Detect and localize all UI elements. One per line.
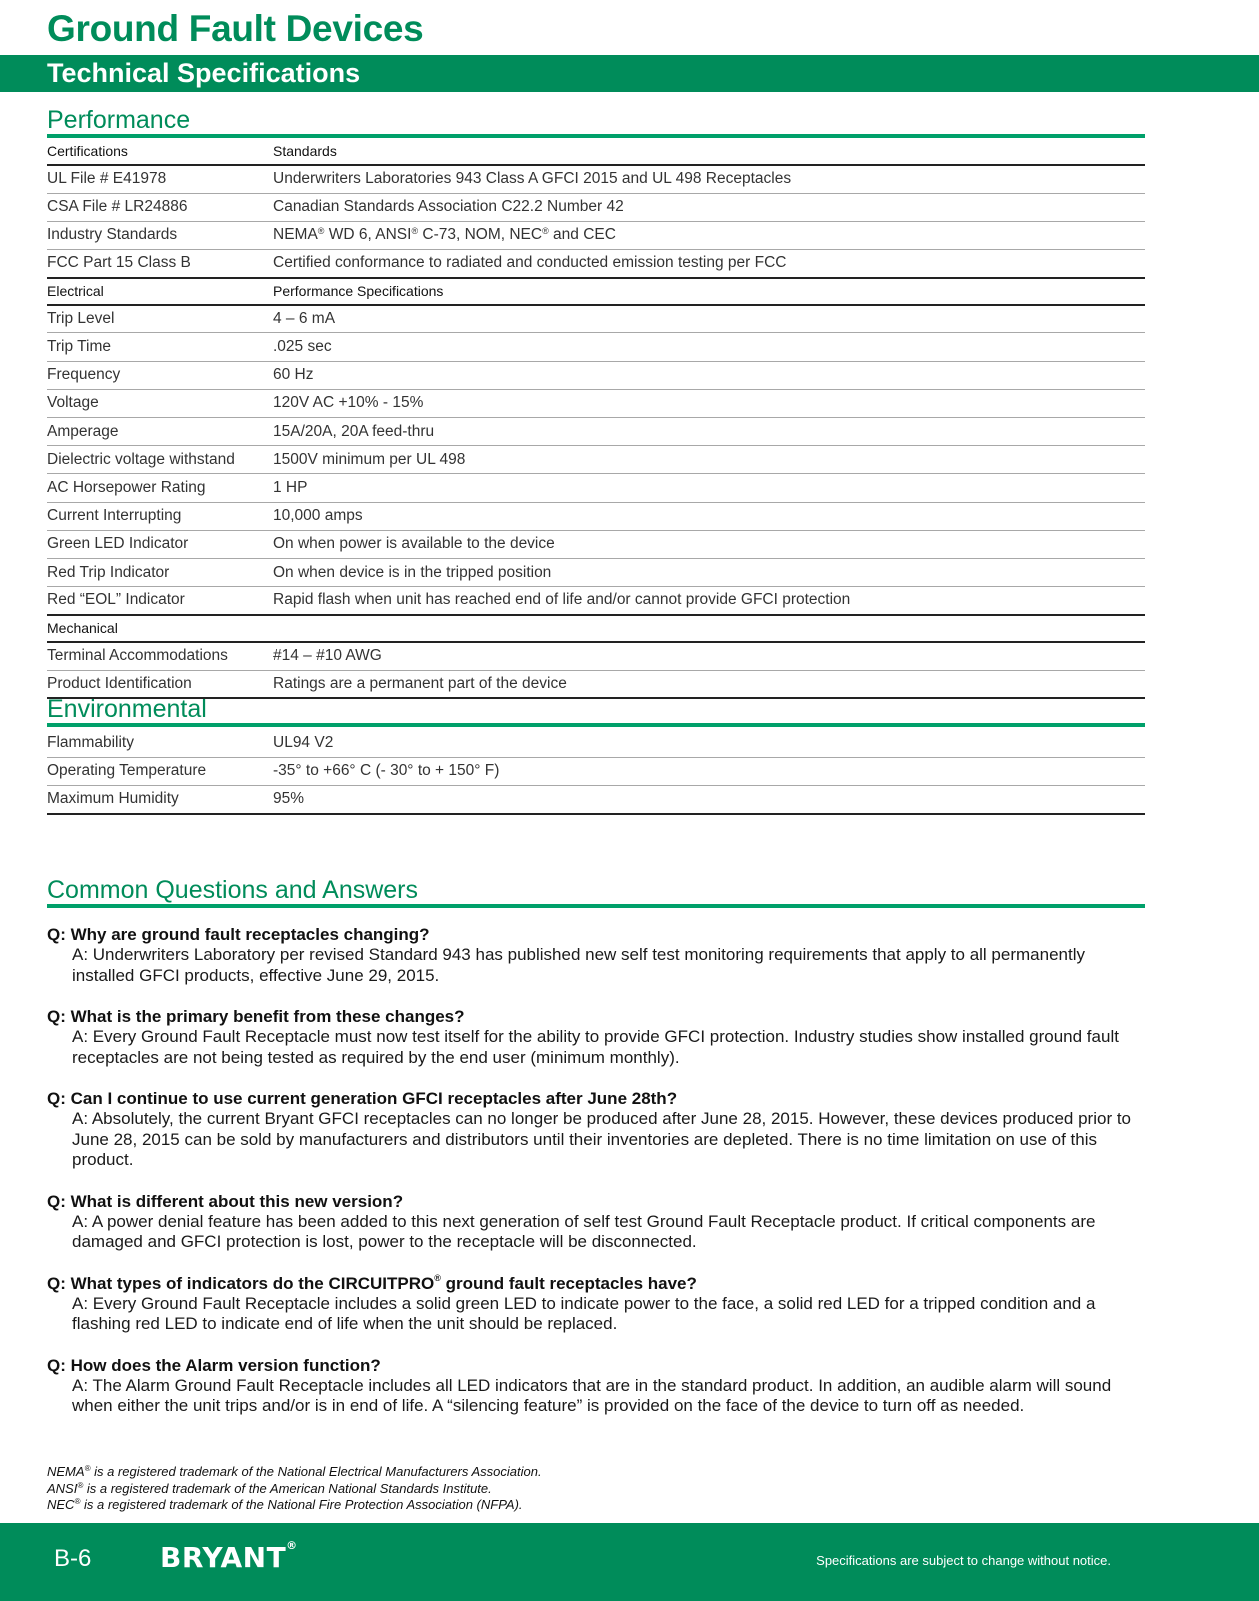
spec-value: Canadian Standards Association C22.2 Number 42 [273,193,1145,221]
environmental-heading-text: Environmental [47,695,207,723]
question: Q: How does the Alarm version function? [47,1355,381,1375]
spec-label: Operating Temperature [47,757,273,785]
qa-list [47,924,1147,1437]
table-row [47,389,1145,417]
spec-value: On when device is in the tripped position [273,558,1145,586]
table-row [47,670,1145,698]
spec-label: Dielectric voltage withstand [47,446,273,474]
trademark-note: NEC® is a registered trademark of the National Fire Protection Association (NFPA). [47,1497,523,1512]
table-row [47,221,1145,249]
environmental-group [47,729,1145,814]
spec-label: Red Trip Indicator [47,558,273,586]
spec-value: -35° to +66° C (- 30° to + 150° F) [273,757,1145,785]
question: Q: Can I continue to use current generation GFCI receptacles after June 28th? [47,1089,678,1108]
table-row [47,757,1145,785]
table-row [47,305,1145,333]
table-header-cell: Performance Specifications [273,278,1145,305]
trademark-note: NEMA® is a registered trademark of the National Electrical Manufacturers Association. [47,1464,542,1479]
qa-heading [47,876,1145,908]
spec-value: NEMA® WD 6, ANSI® C-73, NOM, NEC® and CEC [273,221,1145,249]
disclaimer: Specifications are subject to change without notice. [816,1553,1111,1568]
table-row [47,165,1145,193]
trademark-note: ANSI® is a registered trademark of the American National Standards Institute. [47,1480,492,1496]
table-row [47,418,1145,446]
table-row [47,587,1145,615]
spec-label: Maximum Humidity [47,785,273,813]
spec-label: Trip Time [47,333,273,361]
spec-value: Underwriters Laboratories 943 Class A GFCI 2015 and UL 498 Receptacles [273,165,1145,193]
mechanical-group [47,642,1145,698]
spec-value: Ratings are a permanent part of the device [273,670,1145,698]
table-row [47,785,1145,813]
subtitle-banner [0,55,1259,92]
spec-label: Red “EOL” Indicator [47,587,273,615]
table-row [47,333,1145,361]
spec-label: FCC Part 15 Class B [47,250,273,278]
qa-item [47,1006,1147,1068]
spec-label: Flammability [47,729,273,757]
answer: A: A power denial feature has been added to this next generation of self test Ground Fault Receptacle product. If critical components are damaged and GFCI protection is lost, power to the receptacle will be disconnected. [72,1211,1096,1251]
spec-value: 120V AC +10% - 15% [273,389,1145,417]
spec-label: Green LED Indicator [47,530,273,558]
table-row [47,474,1145,502]
answer: A: Underwriters Laboratory per revised Standard 943 has published new self test monitoring requirements that apply to all permanently installed GFCI products, effective June 29, 2015. [72,945,1085,985]
table-header-cell: Certifications [47,138,273,165]
spec-label: Voltage [47,389,273,417]
spec-value: 1500V minimum per UL 498 [273,446,1145,474]
table-row [47,446,1145,474]
spec-value: #14 – #10 AWG [273,642,1145,670]
spec-value: 60 Hz [273,361,1145,389]
spec-value: 15A/20A, 20A feed-thru [273,418,1145,446]
spec-value: 1 HP [273,474,1145,502]
table-header-row [47,278,1145,305]
spec-label: Current Interrupting [47,502,273,530]
question: Q: What types of indicators do the CIRCUITPRO® ground fault receptacles have? [47,1272,697,1293]
table-header-cell: Standards [273,138,1145,165]
page-number: B-6 [54,1545,92,1572]
performance-heading-text: Performance [47,106,191,134]
table-row [47,558,1145,586]
qa-item [47,924,1147,986]
brand-logo-text: BRYANT [160,1541,287,1574]
spec-value: 95% [273,785,1145,813]
answer: A: Every Ground Fault Receptacle includes a solid green LED to indicate power to the face, a solid red LED for a tripped condition and a flashing red LED to indicate end of life when the unit should be replaced. [72,1293,1096,1333]
spec-value: .025 sec [273,333,1145,361]
spec-label: CSA File # LR24886 [47,193,273,221]
performance-table [47,138,1145,699]
qa-item [47,1088,1147,1171]
table-row [47,193,1145,221]
table-row [47,530,1145,558]
answer: A: Absolutely, the current Bryant GFCI receptacles can no longer be produced after June 28, 2015. However, these devices produced prior to June 28, 2015 can be sold by manufacturers and distributors until their inventories are depleted. There is no time limitation on use of this product. [72,1109,1132,1169]
electrical-group [47,305,1145,615]
qa-item [47,1355,1147,1417]
table-header-cell [273,615,1145,642]
spec-label: Frequency [47,361,273,389]
spec-value: Rapid flash when unit has reached end of life and/or cannot provide GFCI protection [273,587,1145,615]
table-header-cell: Mechanical [47,615,273,642]
table-header-cell: Electrical [47,278,273,305]
table-row [47,642,1145,670]
page-title: Ground Fault Devices [47,8,424,49]
table-row [47,502,1145,530]
spec-value: On when power is available to the device [273,530,1145,558]
registered-mark: ® [286,1539,298,1552]
question: Q: Why are ground fault receptacles changing? [47,925,430,944]
spec-label: Trip Level [47,305,273,333]
table-header-row [47,138,1145,165]
answer: A: The Alarm Ground Fault Receptacle includes all LED indicators that are in the standard product. In addition, an audible alarm will sound when either the unit trips and/or is in end of life. A “silencing feature” is provided on the face of the device to turn off as needed. [72,1375,1112,1415]
table-row [47,250,1145,278]
spec-label: Product Identification [47,670,273,698]
table-row [47,361,1145,389]
qa-item [47,1191,1147,1253]
answer: A: Every Ground Fault Receptacle must now test itself for the ability to provide GFCI protection. Industry studies show installed ground fault receptacles are not being tested as required by the end user (minimum monthly). [72,1027,1119,1067]
environmental-heading [47,695,1145,727]
spec-label: Industry Standards [47,221,273,249]
trademark-notes [47,1464,542,1514]
spec-label: Amperage [47,418,273,446]
certifications-group [47,165,1145,278]
question: Q: What is different about this new version? [47,1191,404,1211]
spec-value: UL94 V2 [273,729,1145,757]
spec-value: Certified conformance to radiated and conducted emission testing per FCC [273,250,1145,278]
spec-label: Terminal Accommodations [47,642,273,670]
question: Q: What is the primary benefit from these changes? [47,1007,465,1026]
spec-label: UL File # E41978 [47,165,273,193]
spec-value: 4 – 6 mA [273,305,1145,333]
qa-item [47,1273,1147,1335]
environmental-table [47,729,1145,815]
brand-logo [160,1541,298,1574]
table-header-row [47,615,1145,642]
table-row [47,729,1145,757]
page-subtitle: Technical Specifications [47,58,361,88]
performance-heading [47,106,1145,138]
spec-label: AC Horsepower Rating [47,474,273,502]
spec-value: 10,000 amps [273,502,1145,530]
footer-bar [0,1523,1259,1601]
qa-heading-text: Common Questions and Answers [47,876,419,904]
